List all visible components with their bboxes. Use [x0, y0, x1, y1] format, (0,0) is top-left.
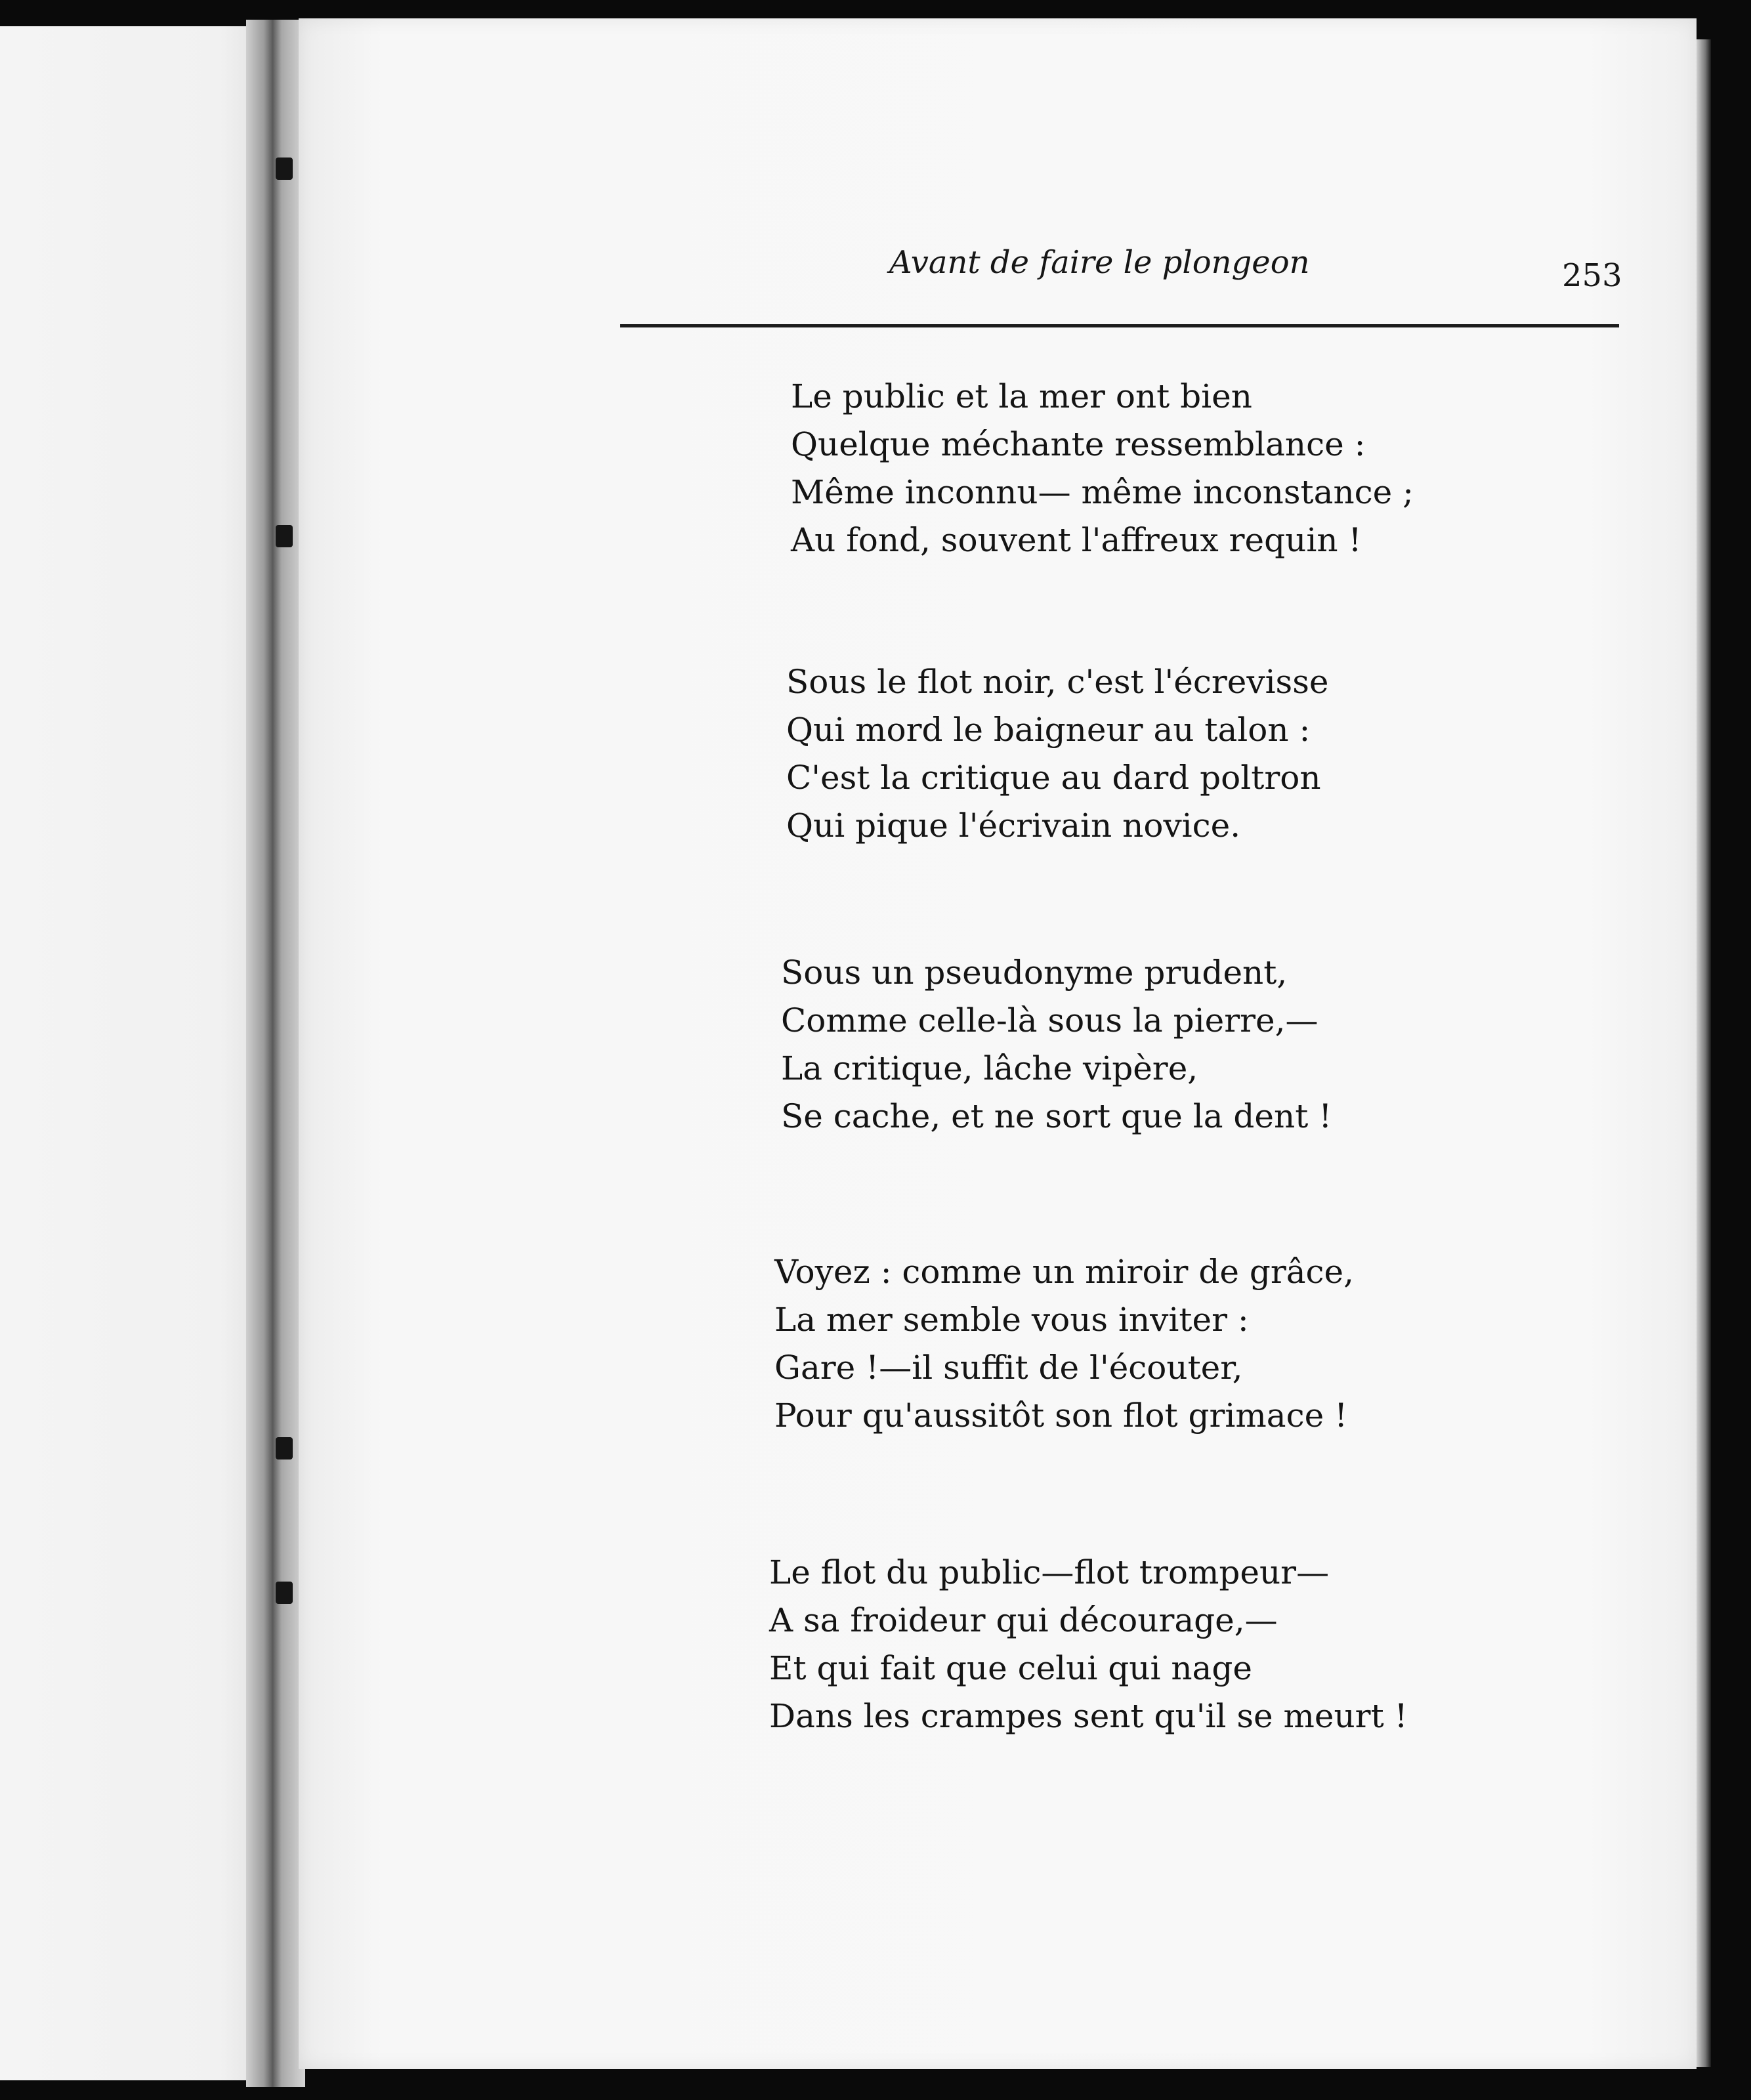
page-number: 253	[1562, 257, 1622, 294]
verse-line: La critique, lâche vipère,	[781, 1049, 1198, 1087]
verse-line: Qui pique l'écrivain novice.	[786, 807, 1241, 845]
verse-line: Et qui fait que celui qui nage	[769, 1649, 1252, 1687]
stanza	[791, 373, 1414, 564]
verse-line: Au fond, souvent l'affreux requin !	[791, 521, 1362, 559]
binding-thread	[276, 1437, 293, 1460]
verse-line: Se cache, et ne sort que la dent !	[781, 1097, 1332, 1135]
verse-line: Le public et la mer ont bien	[791, 377, 1252, 415]
verse-line: A sa froideur qui décourage,—	[769, 1601, 1278, 1639]
binding-thread	[276, 158, 293, 180]
verse-line: C'est la critique au dard poltron	[786, 759, 1321, 797]
verse-line: Quelque méchante ressemblance :	[791, 425, 1366, 463]
verse-line: Qui mord le baigneur au talon :	[786, 711, 1311, 749]
page-edge	[1697, 39, 1711, 2067]
book-gutter	[246, 20, 305, 2087]
verse-line: Pour qu'aussitôt son flot grimace !	[774, 1396, 1348, 1435]
stanza	[769, 1549, 1408, 1740]
verse-line: Gare !—il suffit de l'écouter,	[774, 1349, 1243, 1387]
verse-line: Même inconnu— même inconstance ;	[791, 473, 1414, 511]
binding-thread	[276, 525, 293, 547]
verse-line: Sous le flot noir, c'est l'écrevisse	[786, 663, 1329, 701]
previous-page	[0, 26, 276, 2080]
verse-line: Sous un pseudonyme prudent,	[781, 954, 1288, 992]
verse-line: Dans les crampes sent qu'il se meurt !	[769, 1697, 1408, 1735]
verse-line: Voyez : comme un miroir de grâce,	[774, 1253, 1355, 1291]
stanza	[774, 1248, 1354, 1440]
stanza	[781, 949, 1332, 1141]
header-rule	[620, 324, 1619, 327]
binding-thread	[276, 1582, 293, 1604]
verse-line: Le flot du public—flot trompeur—	[769, 1553, 1330, 1591]
running-title: Avant de faire le plongeon	[889, 244, 1310, 281]
verse-line: La mer semble vous inviter :	[774, 1301, 1249, 1339]
verse-line: Comme celle-là sous la pierre,—	[781, 1001, 1319, 1040]
stanza	[786, 658, 1328, 850]
